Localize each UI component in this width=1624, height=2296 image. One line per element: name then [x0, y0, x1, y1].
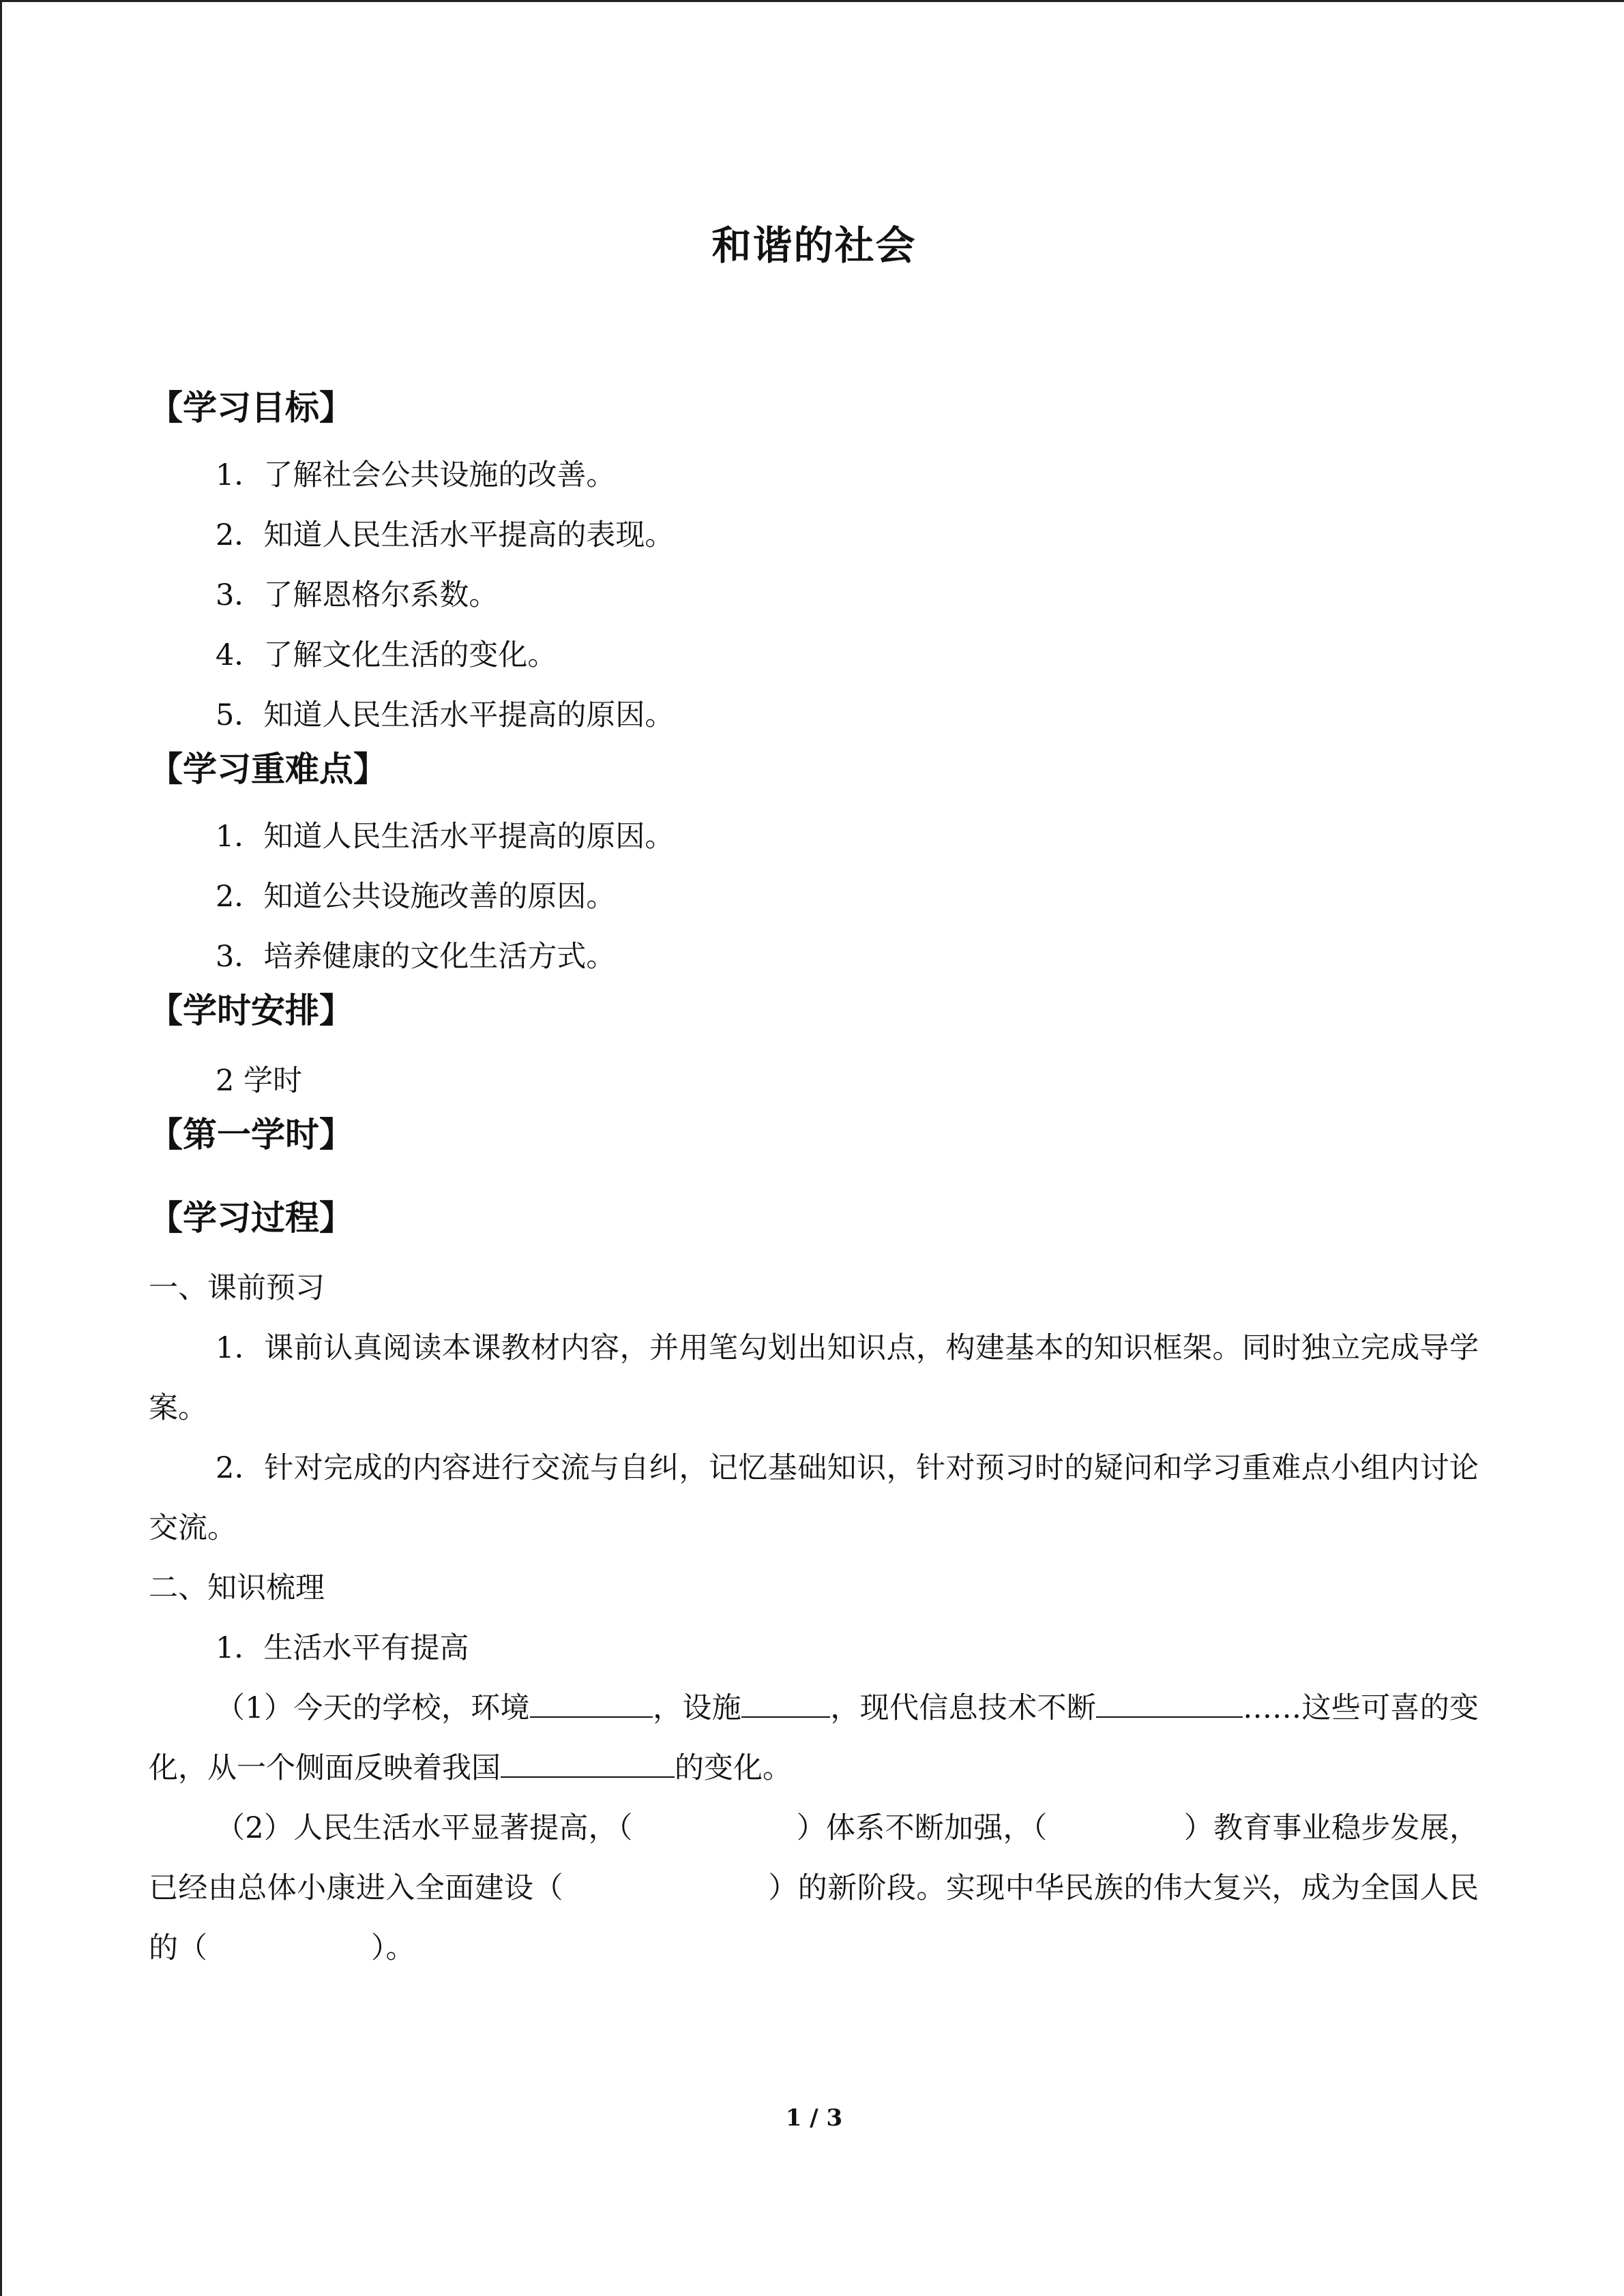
- schedule-text: 2 学时: [216, 1064, 303, 1098]
- list-item: 3．了解恩格尔系数。: [216, 578, 499, 612]
- page-title: 和谐的社会: [711, 222, 917, 269]
- first-period-heading: 【第一学时】: [149, 1115, 353, 1154]
- list-item: 1．知道人民生活水平提高的原因。: [216, 820, 675, 854]
- question-text: ）教育事业稳步发展，已经由总体小康进入全面建设（: [149, 1811, 1479, 1905]
- part2-subtitle-1: 1．生活水平有提高: [216, 1631, 469, 1665]
- objectives-heading: 【学习目标】: [149, 388, 353, 428]
- key-points-heading: 【学习重难点】: [149, 749, 387, 789]
- question-text: 的变化。: [675, 1751, 792, 1785]
- page-number: 1 / 3: [785, 2104, 843, 2132]
- list-item: 4．了解文化生活的变化。: [216, 638, 557, 672]
- fill-blank[interactable]: [501, 1746, 675, 1778]
- objectives-list: [149, 445, 1479, 745]
- list-item: 3．培养健康的文化生活方式。: [216, 940, 616, 974]
- key-points-list: [149, 807, 1479, 987]
- list-item: 2．知道人民生活水平提高的表现。: [216, 518, 675, 552]
- question-text: ，现代信息技术不断: [830, 1691, 1097, 1725]
- question-text: ，设施: [652, 1691, 742, 1725]
- list-item: 1．了解社会公共设施的改善。: [216, 458, 616, 492]
- schedule-heading: 【学时安排】: [149, 991, 353, 1030]
- list-item: 5．知道人民生活水平提高的原因。: [216, 698, 675, 732]
- list-item: 2．知道公共设施改善的原因。: [216, 880, 616, 914]
- fill-blank[interactable]: [530, 1686, 653, 1718]
- part1-paragraph-2: 2．针对完成的内容进行交流与自纠，记忆基础知识，针对预习时的疑问和学习重难点小组内讨论交流。: [149, 1451, 1479, 1545]
- question-text: ）。: [371, 1931, 415, 1965]
- part2-title: 二、知识梳理: [149, 1571, 325, 1605]
- question-1: [149, 1678, 1479, 1798]
- part1-paragraph-1: 1．课前认真阅读本课教材内容，并用笔勾划出知识点，构建基本的知识框架。同时独立完成导学案。: [149, 1331, 1479, 1425]
- question-text: ）的新阶段。实现中华民族的伟大复兴，成为全国人民的（: [149, 1871, 1479, 1965]
- question-text: （2）人民生活水平显著提高，（: [216, 1811, 633, 1845]
- question-text: ……这些可喜的变化，从一个侧面反映着我国: [149, 1691, 1479, 1785]
- document-body: [149, 384, 1479, 1978]
- question-text: ）体系不断加强，（: [796, 1811, 1048, 1845]
- part1-title: 一、课前预习: [149, 1271, 325, 1305]
- question-text: （1）今天的学校，环境: [216, 1691, 530, 1725]
- process-heading: 【学习过程】: [149, 1198, 353, 1238]
- fill-blank[interactable]: [741, 1686, 830, 1718]
- question-2: [149, 1798, 1479, 1978]
- fill-blank[interactable]: [1096, 1686, 1243, 1718]
